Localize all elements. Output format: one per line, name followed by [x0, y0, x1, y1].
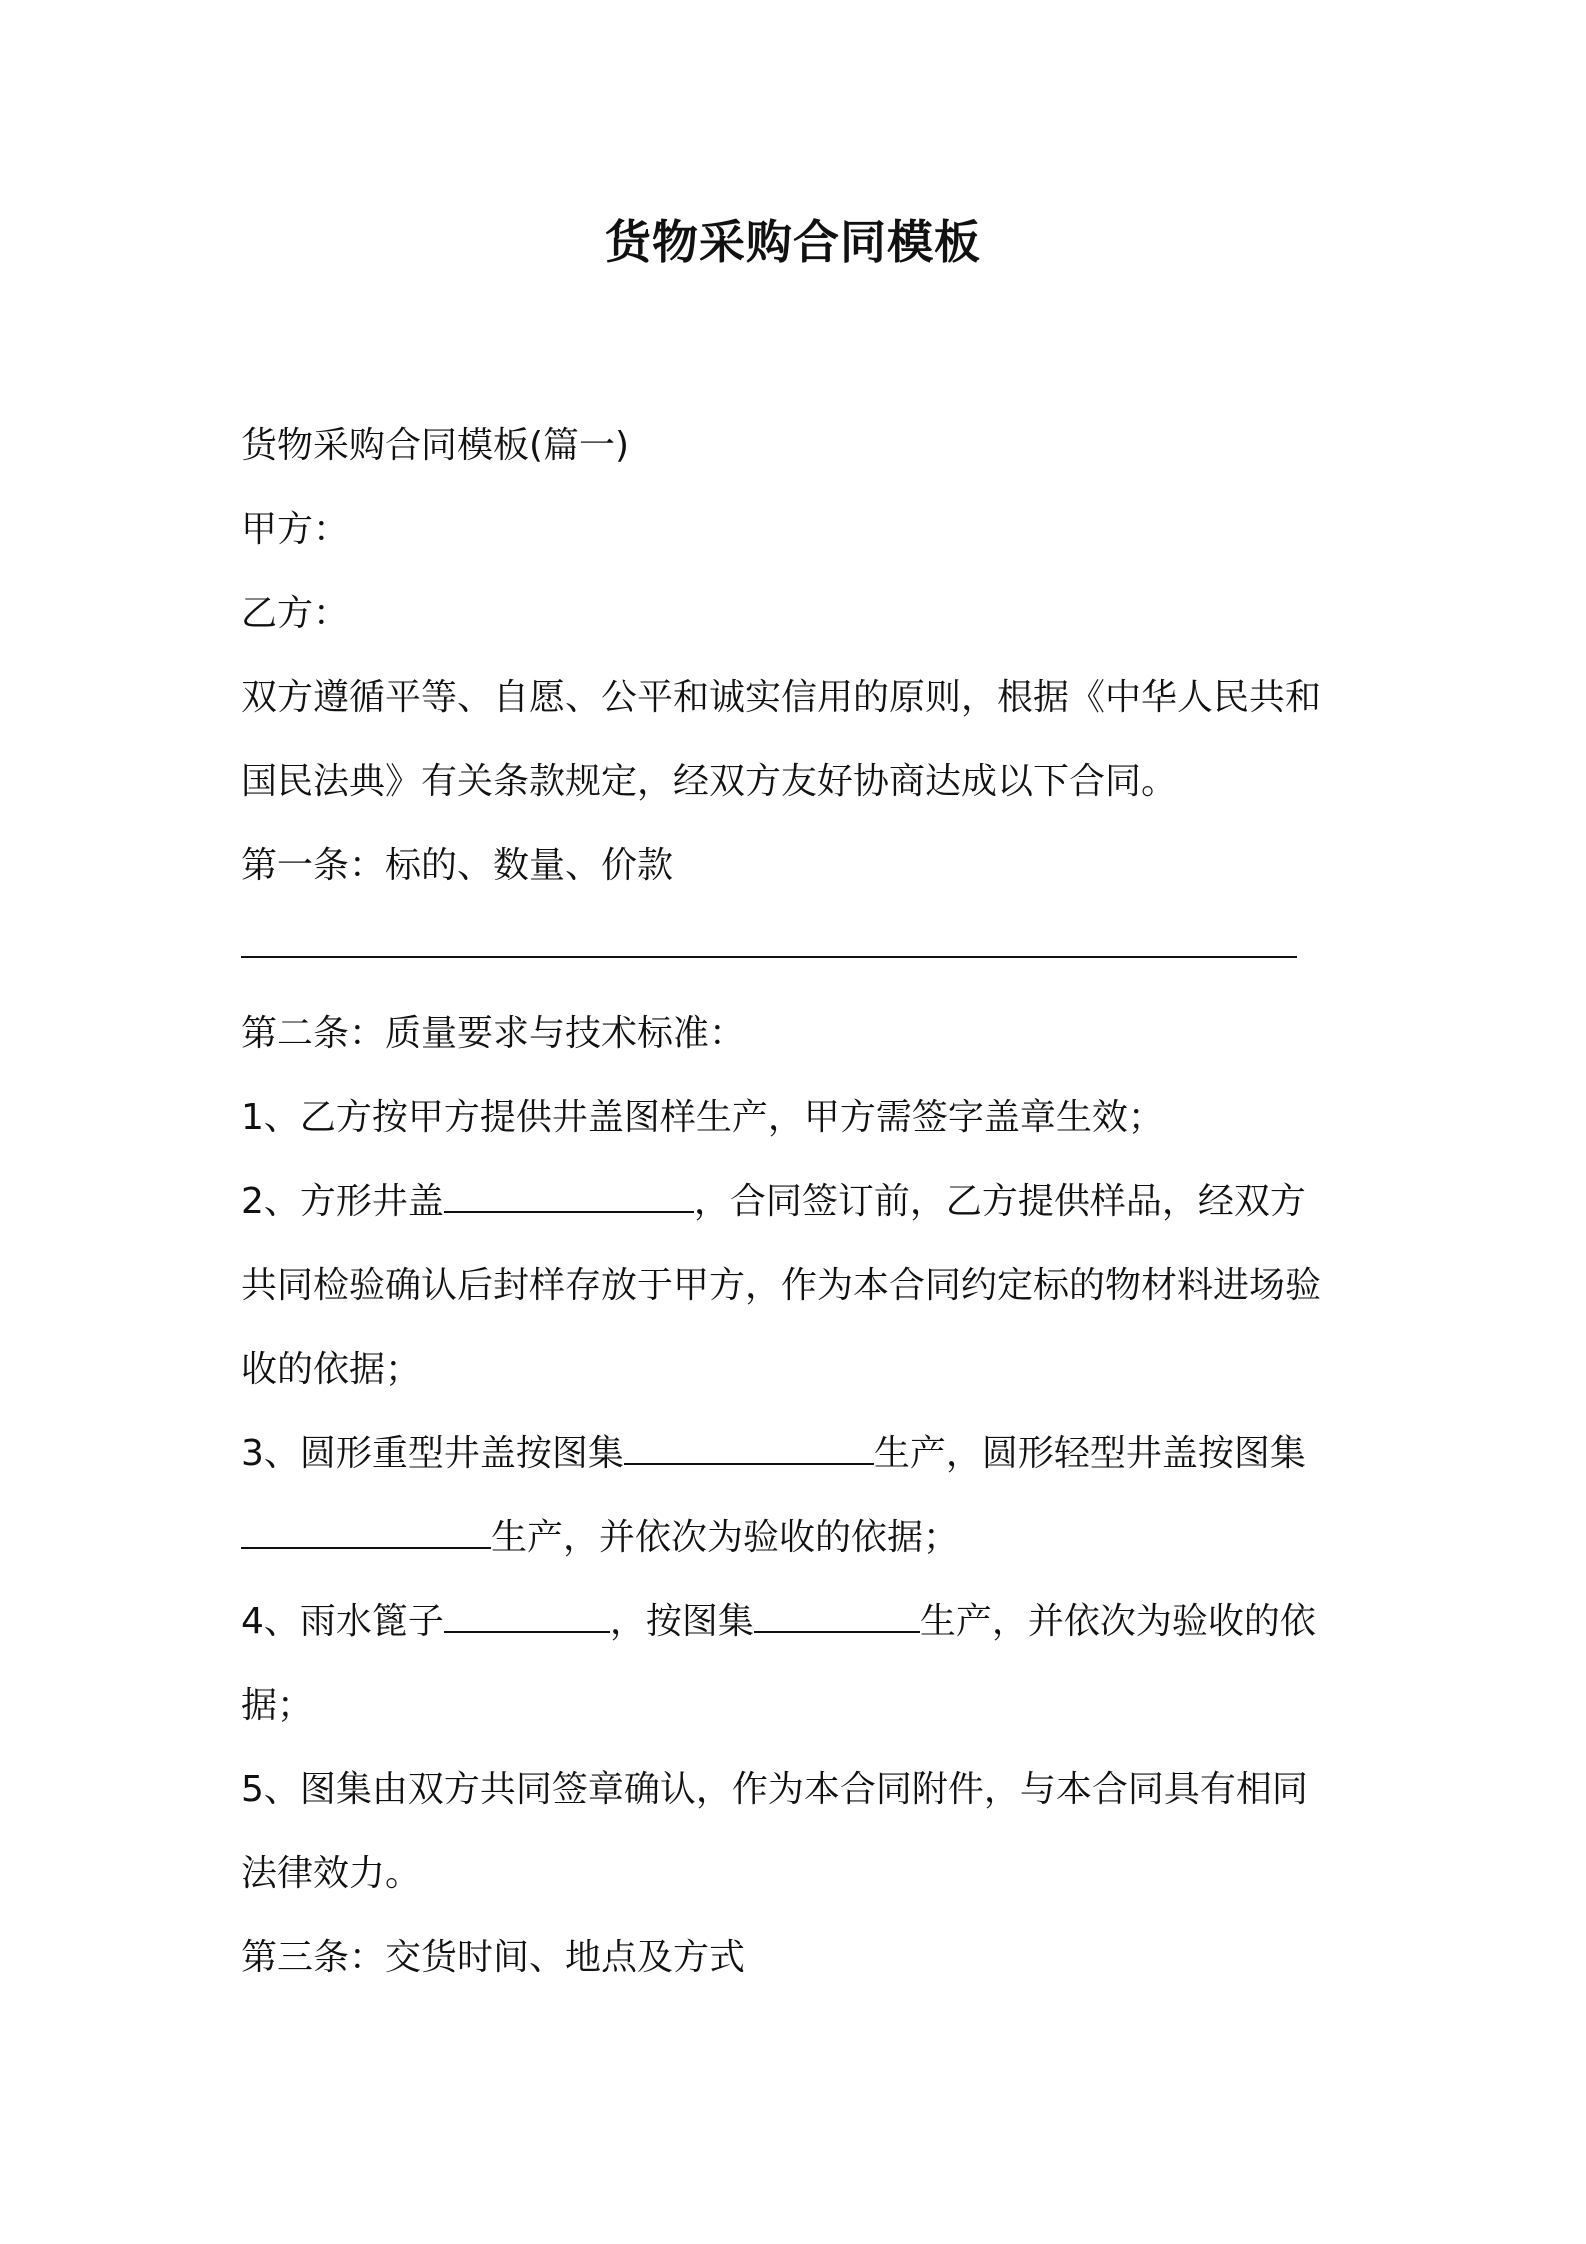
clause-item-1: 1、乙方按甲方提供井盖图样生产，甲方需签字盖章生效；: [241, 1097, 1164, 1138]
clause-item-2-line-2: 共同检验确认后封样存放于甲方，作为本合同约定标的物材料进场验: [241, 1265, 1322, 1306]
clause-item-3-line-1: [241, 1412, 1361, 1496]
fill-in-blank: [624, 1431, 874, 1465]
clause-item-5-line-2: 法律效力。: [241, 1853, 422, 1894]
contract-body: [241, 404, 1361, 2000]
clause-item-3-line-2-suffix: 生产，并依次为验收的依据；: [491, 1517, 960, 1558]
clause-item-3-line-2: [241, 1496, 1361, 1580]
article-2-heading: 第二条：质量要求与技术标准：: [241, 1013, 746, 1054]
fill-in-blank: [754, 1599, 920, 1633]
clause-item-4-line-2: 据；: [241, 1685, 314, 1726]
clause-item-3-suffix: 生产，圆形轻型井盖按图集: [873, 1433, 1306, 1474]
party-a-label: 甲方：: [241, 509, 350, 550]
article-1-heading: 第一条：标的、数量、价款: [241, 845, 674, 886]
article-3-heading: 第三条：交货时间、地点及方式: [241, 1937, 746, 1978]
fill-in-blank: [241, 1515, 491, 1549]
clause-item-5-line-1: 5、图集由双方共同签章确认，作为本合同附件，与本合同具有相同: [241, 1769, 1308, 1810]
intro-paragraph-line-2: 国民法典》有关条款规定，经双方友好协商达成以下合同。: [241, 761, 1178, 802]
clause-item-3-prefix: 3、圆形重型井盖按图集: [241, 1433, 624, 1474]
fill-in-blank: [444, 1599, 610, 1633]
fill-in-blank: [444, 1179, 694, 1213]
page-title: 货物采购合同模板: [605, 215, 981, 269]
intro-paragraph-line-1: 双方遵循平等、自愿、公平和诚实信用的原则，根据《中华人民共和: [241, 677, 1322, 718]
article-1-fill-line: [241, 908, 1361, 992]
clause-item-4-suffix: 生产，并依次为验收的依: [919, 1601, 1316, 1642]
party-b-label: 乙方：: [241, 593, 350, 634]
fill-in-underline: [241, 956, 1297, 958]
clause-item-2-suffix: ，合同签订前，乙方提供样品，经双方: [693, 1181, 1306, 1222]
clause-item-4-line-1: [241, 1580, 1361, 1664]
clause-item-4-mid: ，按图集: [609, 1601, 754, 1642]
clause-item-2-line-1: [241, 1160, 1361, 1244]
document-subtitle: 货物采购合同模板(篇一): [241, 425, 630, 466]
clause-item-4-prefix: 4、雨水篦子: [241, 1601, 444, 1642]
clause-item-2-prefix: 2、方形井盖: [241, 1181, 444, 1222]
clause-item-2-line-3: 收的依据；: [241, 1349, 422, 1390]
